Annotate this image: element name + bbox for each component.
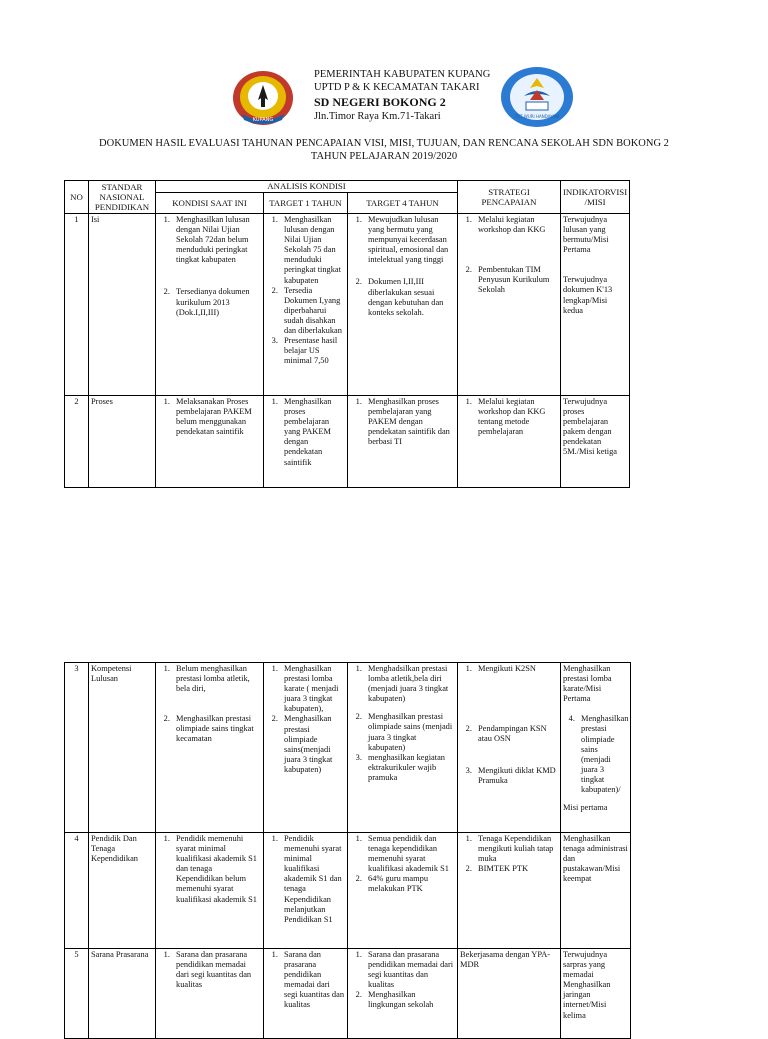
logo-right-text: TUT WURI HANDAYANI — [514, 114, 560, 119]
col-header-target4: TARGET 4 TAHUN — [348, 193, 458, 214]
row-kondisi — [156, 833, 264, 949]
school-name: SD NEGERI BOKONG 2 — [314, 95, 446, 109]
col-header-indikator: INDIKATORVISI /MISI — [561, 181, 630, 214]
row-standar: Pendidik Dan Tenaga Kependidikan — [89, 833, 156, 949]
list-item: 3. Presentase hasil belajar US minimal 7,50 — [280, 336, 345, 366]
table-row — [65, 949, 631, 1039]
list-item: 2. Dokumen I,II,III diberlakukan sesuai dengan kebutuhan dan konteks sekolah. — [364, 277, 455, 317]
table-row — [65, 663, 631, 833]
list-item: 2. Pembentukan TIM Penyusun Kurikulum Sekolah — [474, 265, 558, 295]
row-target4 — [348, 214, 458, 396]
list-item: 1. Pendidik memenuhi syarat minimal kualifikasi akademik S1 dan tenaga Kependidikan melanjutkan Pendidikan S1 — [280, 834, 345, 925]
col-header-analisis: ANALISIS KONDISI — [156, 181, 458, 193]
list-item: 2. BIMTEK PTK — [474, 864, 558, 874]
list-item: 2. Menghasilkan prestasi olimpiade sains(menjadi juara 3 tingkat kabupaten) — [280, 714, 345, 775]
evaluation-table-page-1 — [64, 180, 630, 488]
row-kondisi — [156, 214, 264, 396]
letterhead-text — [314, 68, 514, 123]
row-standar: Kompetensi Lulusan — [89, 663, 156, 833]
indikator-text: Menghasilkan prestasi lomba karate/Misi Pertama — [563, 664, 612, 704]
row-target1 — [264, 396, 348, 488]
row-strategi — [458, 833, 561, 949]
indikator-text: Misi pertama — [563, 803, 608, 813]
list-item: 1. Mewujudkan lulusan yang bermutu yang mempunyai kecerdasan spiritual, emosional dan intelektual yang tinggi — [364, 215, 455, 265]
table-row — [65, 833, 631, 949]
list-item: 1. Semua pendidik dan tenaga kependidikan memenuhi syarat kualifikasi akademik S1 — [364, 834, 455, 874]
list-item: 2. Menghasilkan prestasi olimpiade sains (menjadi juara 3 tingkat kabupaten) — [364, 712, 455, 752]
row-kondisi — [156, 949, 264, 1039]
row-no: 5 — [65, 949, 89, 1039]
col-header-standar: STANDAR NASIONAL PENDIDIKAN — [89, 181, 156, 214]
list-item: 1. Menghasilkan proses pembelajaran yang PAKEM dengan pendekatan saintifik — [280, 397, 345, 468]
list-item: 1. Pendidik memenuhi syarat minimal kualifikasi akademik S1 dan tenaga Kependidikan belum memenuhi syarat kualifikasi akademik S1 — [172, 834, 261, 905]
row-no: 3 — [65, 663, 89, 833]
row-kondisi — [156, 663, 264, 833]
list-item: 1. Mengikuti K2SN — [474, 664, 558, 674]
row-target4 — [348, 949, 458, 1039]
evaluation-table-page-2 — [64, 662, 631, 1039]
indikator-text: Terwujudnya dokumen K'13 lengkap/Misi kedua — [563, 275, 613, 315]
list-item: 1. Melalui kegiatan workshop dan KKG — [474, 215, 558, 235]
row-target4 — [348, 396, 458, 488]
col-header-kondisi: KONDISI SAAT INI — [156, 193, 264, 214]
col-header-no: NO — [65, 181, 89, 214]
list-item: 3. menghasilkan kegiatan ektrakurikuler wajib pramuka — [364, 753, 455, 783]
list-item: 2. Pendampingan KSN atau OSN — [474, 724, 558, 744]
list-item: 1. Tenaga Kependidikan mengikuti kuliah tatap muka — [474, 834, 558, 864]
row-indikator — [561, 214, 630, 396]
row-target1 — [264, 214, 348, 396]
list-item: 2. Tersedianya dokumen kurikulum 2013 (Dok.I,II,III) — [172, 287, 261, 317]
list-item: 4. Menghasilkan prestasi olimpiade sains (menjadi juara 3 tingkat kabupaten)/ — [577, 714, 628, 795]
list-item: 2. Menghasilkan prestasi olimpiade sains tingkat kecamatan — [172, 714, 261, 744]
list-item: 1. Sarana dan prasarana pendidikan memadai dari segi kuantitas dan kualitas — [364, 950, 455, 990]
row-target1 — [264, 949, 348, 1039]
row-no: 2 — [65, 396, 89, 488]
row-strategi: Bekerjasama dengan YPA-MDR — [458, 949, 561, 1039]
row-indikator: Terwujudnya proses pembelajaran pakem dengan pendekatan 5M./Misi ketiga — [561, 396, 630, 488]
row-target4 — [348, 833, 458, 949]
indikator-text: Terwujudnya lulusan yang bermutu/Misi Pertama — [563, 215, 609, 255]
list-item: 3. Mengikuti diklat KMD Pramuka — [474, 766, 558, 786]
list-item: 1. Menghasilkan prestasi lomba karate ( menjadi juara 3 tingkat kabupaten), — [280, 664, 345, 714]
list-item: 2. Menghasilkan lingkungan sekolah — [364, 990, 455, 1010]
table-row — [65, 214, 630, 396]
title-line-1: DOKUMEN HASIL EVALUASI TAHUNAN PENCAPAIAN VISI, MISI, TUJUAN, DAN RENCANA SEKOLAH SDN BOKONG 2 — [99, 138, 669, 149]
table-row — [65, 396, 630, 488]
logo-left-text: KUPANG — [252, 117, 274, 123]
row-no: 4 — [65, 833, 89, 949]
list-item: 1. Sarana dan prasarana pendidikan memadai dari segi kuantitas dan kualitas — [172, 950, 261, 990]
row-target1 — [264, 663, 348, 833]
header-line-2: UPTD P & K KECAMATAN TAKARI — [314, 82, 480, 93]
row-standar: Isi — [89, 214, 156, 396]
row-indikator: Menghasilkan tenaga administrasi dan pustakawan/Misi keempat — [561, 833, 631, 949]
list-item: 1. Menghasilkan lulusan dengan Nilai Ujian Sekolah 75 dan menduduki peringkat tingkat kabupaten — [280, 215, 345, 286]
kupang-regency-logo — [232, 70, 294, 126]
list-item: 1. Menghadsilkan prestasi lomba atletik,bela diri (menjadi juara 3 tingkat kabupaten) — [364, 664, 455, 704]
list-item: 2. 64% guru mampu melakukan PTK — [364, 874, 455, 894]
document-title — [60, 138, 708, 163]
list-item: 1. Melaksanakan Proses pembelajaran PAKEM belum menggunakan pendekatan saintifik — [172, 397, 261, 437]
list-item: 1. Menghasilkan proses pembelajaran yang PAKEM dengan pendekatan saintifik dan berbasi TI — [364, 397, 455, 447]
row-target4 — [348, 663, 458, 833]
letterhead — [0, 66, 768, 136]
row-no: 1 — [65, 214, 89, 396]
list-item: 1. Belum menghasilkan prestasi lomba atletik, bela diri, — [172, 664, 261, 694]
col-header-strategi: STRATEGI PENCAPAIAN — [458, 181, 561, 214]
row-standar: Proses — [89, 396, 156, 488]
header-line-1: PEMERINTAH KABUPATEN KUPANG — [314, 69, 491, 80]
row-strategi — [458, 663, 561, 833]
row-strategi — [458, 214, 561, 396]
title-line-2: TAHUN PELAJARAN 2019/2020 — [310, 150, 458, 162]
list-item: 1. Melalui kegiatan workshop dan KKG tentang metode pembelajaran — [474, 397, 558, 437]
list-item: 1. Sarana dan prasarana pendidikan memadai dari segi kuantitas dan kualitas — [280, 950, 345, 1011]
row-strategi — [458, 396, 561, 488]
row-standar: Sarana Prasarana — [89, 949, 156, 1039]
list-item: 1. Menghasilkan lulusan dengan Nilai Ujian Sekolah 72dan belum menduduki peringkat tingkat kabupaten — [172, 215, 261, 265]
col-header-target1: TARGET 1 TAHUN — [264, 193, 348, 214]
row-kondisi — [156, 396, 264, 488]
row-target1 — [264, 833, 348, 949]
row-indikator — [561, 663, 631, 833]
list-item: 2. Tersedia Dokumen I,yang diperbaharui sudah disahkan dan diberlakukan — [280, 286, 345, 336]
row-indikator: Terwujudnya sarpras yang memadai Menghasilkan jaringan internet/Misi kelima — [561, 949, 631, 1039]
tut-wuri-handayani-logo — [500, 66, 574, 128]
school-address: Jln.Timor Raya Km.71-Takari — [314, 111, 441, 122]
